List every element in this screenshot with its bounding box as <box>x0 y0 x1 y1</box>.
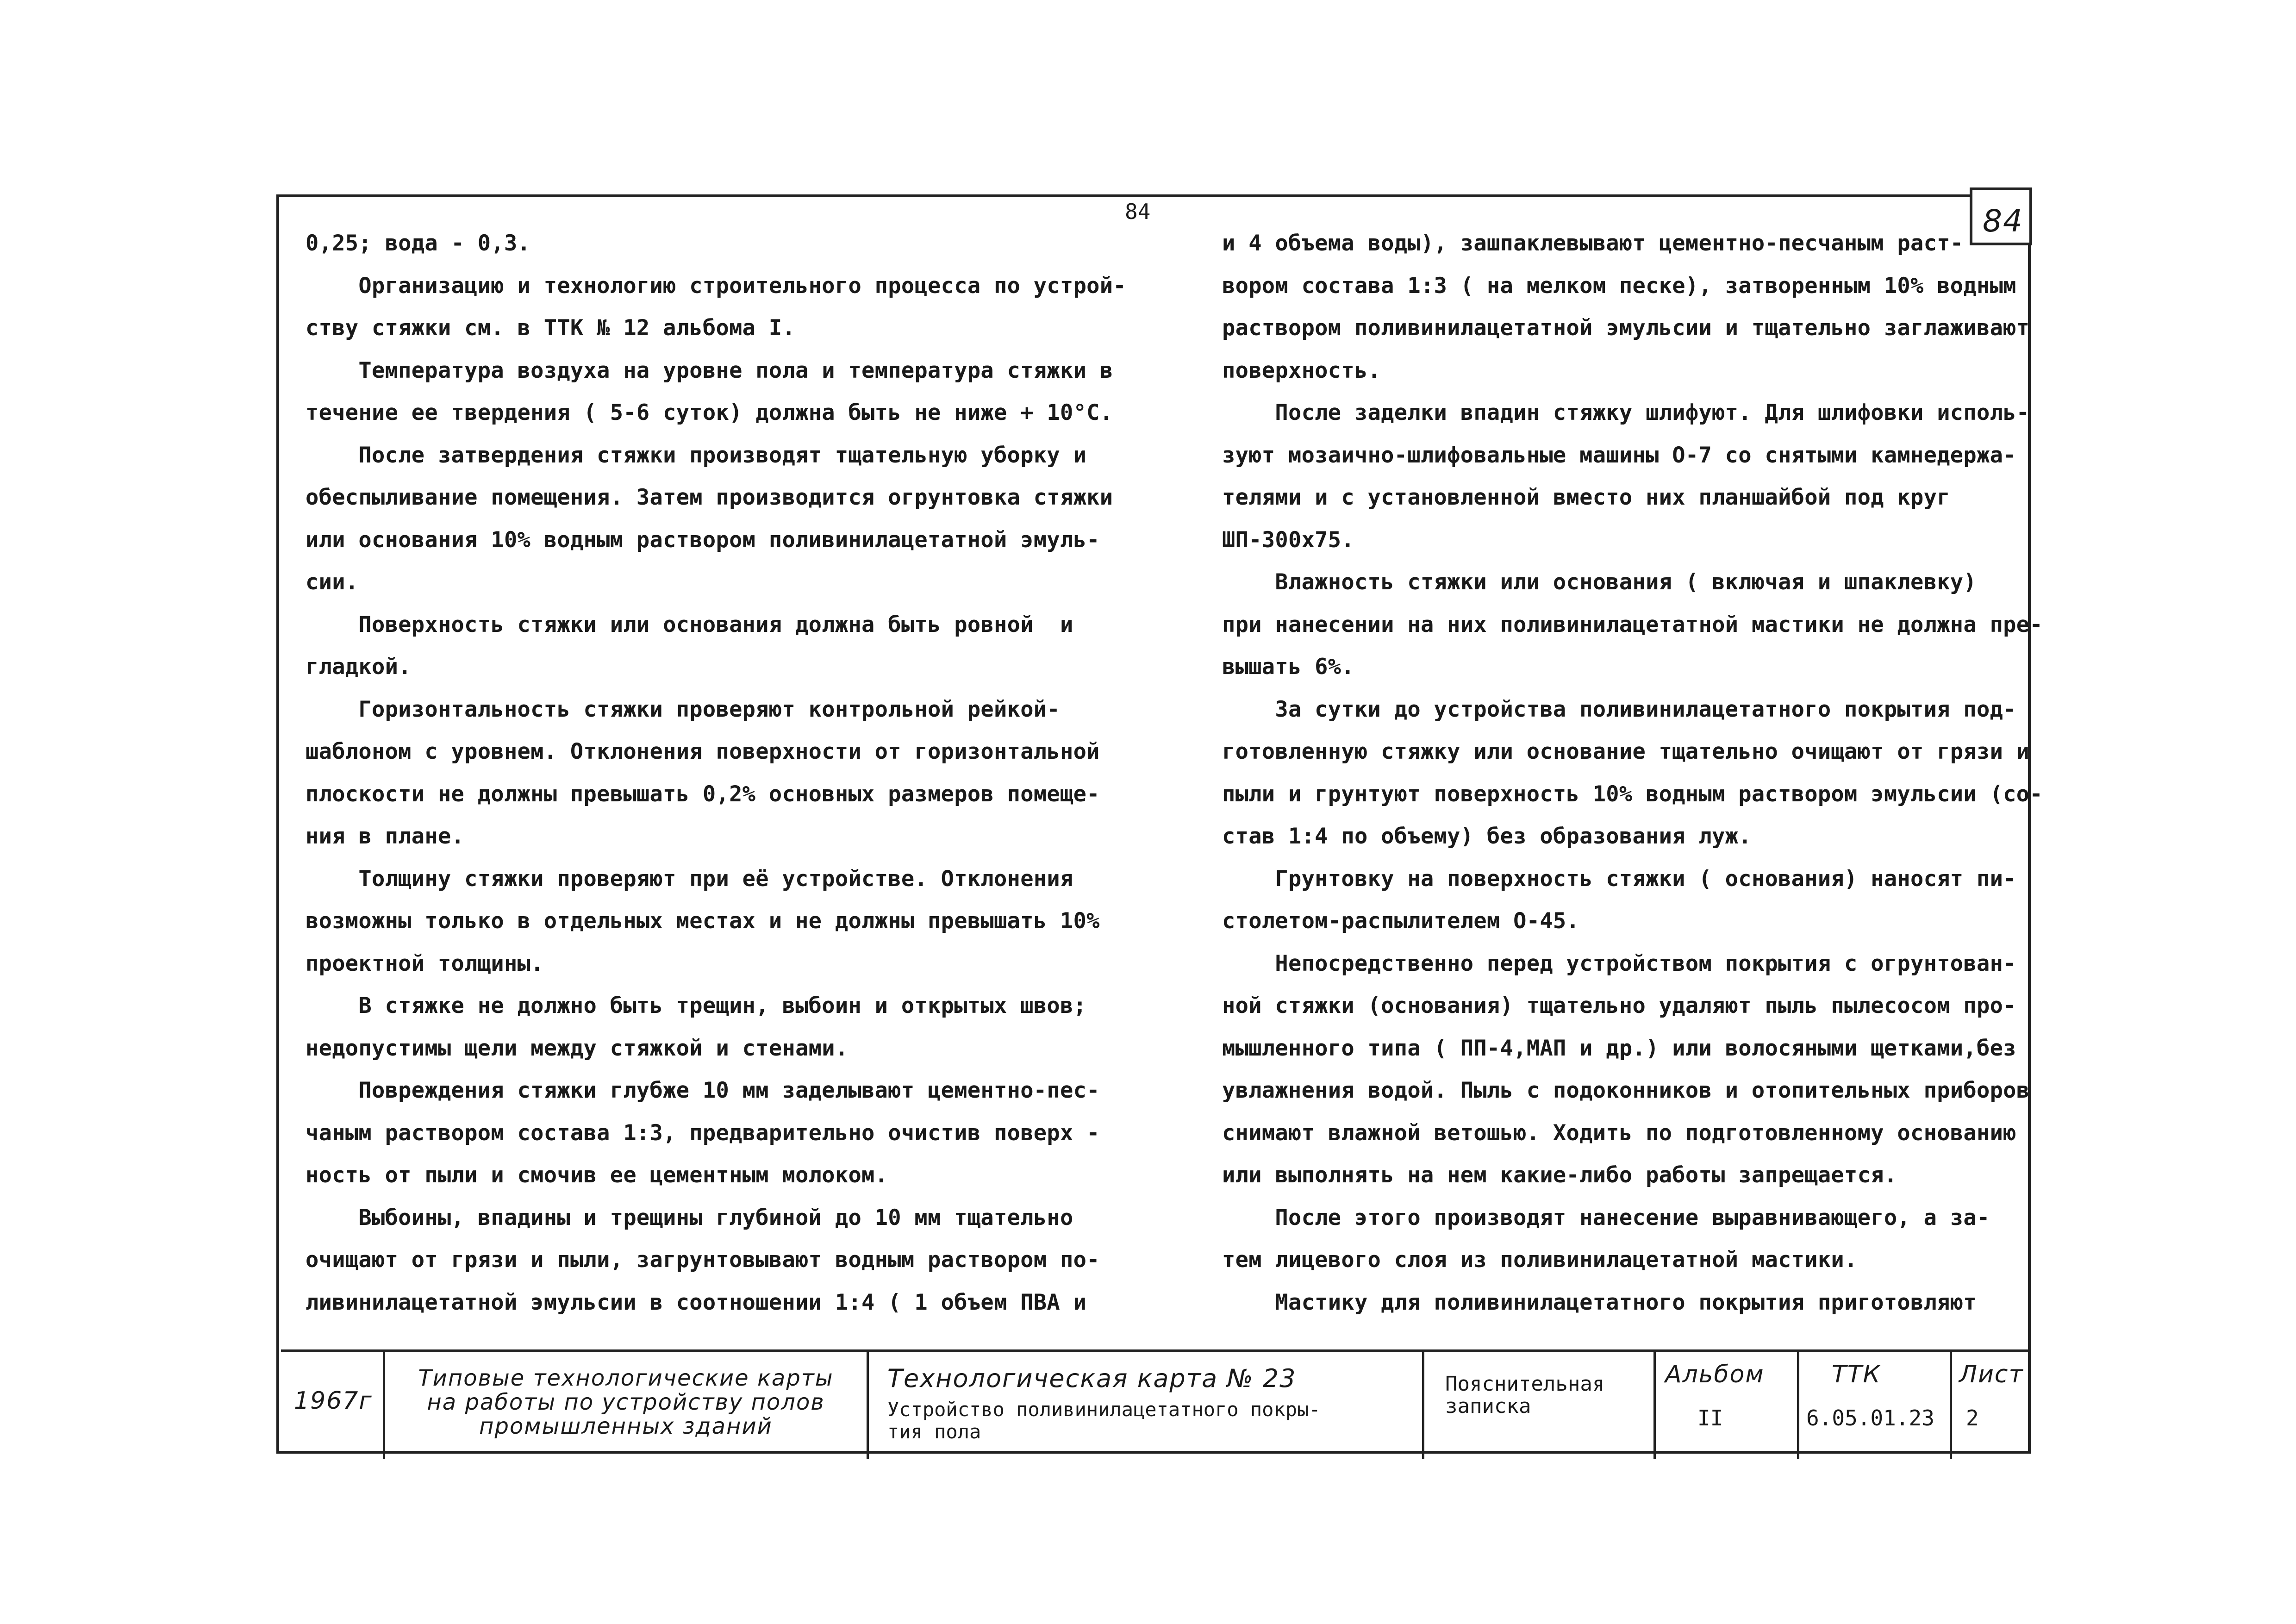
ttk-value: 6.05.01.23 <box>1806 1405 1934 1430</box>
text-line: пыли и грунтуют поверхность 10% водным раствором эмульсии (со- <box>1222 781 2043 807</box>
text-line: вором состава 1:3 ( на мелком песке), затворенным 10% водным <box>1222 273 2016 299</box>
text-line: После затвердения стяжки производят тщательную уборку и <box>306 442 1087 468</box>
text-line: зуют мозаично-шлифовальные машины О-7 со снятыми камнедержа- <box>1222 442 2016 468</box>
text-line: Толщину стяжки проверяют при её устройстве. Отклонения <box>306 866 1073 892</box>
title-block-card-cell <box>869 1352 1424 1459</box>
text-line: течение ее твердения ( 5-6 суток) должна быть не ниже + 10°С. <box>306 400 1113 425</box>
text-line: ность от пыли и смочив ее цементным молоком. <box>306 1162 888 1188</box>
sheet-number-box-value: 84 <box>1983 203 2023 239</box>
title-block-album-cell <box>1656 1352 1799 1459</box>
text-line: плоскости не должны превышать 0,2% основных размеров помеще- <box>306 781 1100 807</box>
text-line: готовленную стяжку или основание тщательно очищают от грязи и <box>1222 739 2030 764</box>
text-line: или выполнять на нем какие-либо работы запрещается. <box>1222 1162 1897 1188</box>
text-line: телями и с установленной вместо них планшайбой под круг <box>1222 485 1950 510</box>
text-line: Грунтовку на поверхность стяжки ( основания) наносят пи- <box>1222 866 2016 892</box>
album-value: II <box>1697 1405 1723 1430</box>
text-line: проектной толщины. <box>306 950 544 976</box>
text-line: мышленного типа ( ПП-4,МАП и др.) или волосяными щетками,без <box>1222 1035 2016 1061</box>
right-text-column <box>1222 222 2043 1324</box>
text-line: После этого производят нанесение выравнивающего, а за- <box>1222 1205 1990 1230</box>
text-line: После заделки впадин стяжку шлифуют. Для шлифовки исполь- <box>1222 400 2030 425</box>
text-line: Температура воздуха на уровне пола и температура стяжки в <box>306 357 1113 383</box>
sheet-label: Лист <box>1959 1361 2024 1388</box>
text-line: ной стяжки (основания) тщательно удаляют пыль пылесосом про- <box>1222 993 2016 1018</box>
text-line: став 1:4 по объему) без образования луж. <box>1222 824 1752 849</box>
title-block-sheet-cell <box>1952 1352 2031 1459</box>
text-line: вышать 6%. <box>1222 654 1354 680</box>
text-line: За сутки до устройства поливинилацетатного покрытия под- <box>1222 696 2016 722</box>
title-block-year-cell <box>281 1352 385 1459</box>
series-title: Типовые технологические карты на работы по устройству полов промышленных зданий <box>418 1365 834 1439</box>
ttk-label: ТТК <box>1832 1361 1881 1388</box>
text-line: Выбоины, впадины и трещины глубиной до 10 мм тщательно <box>306 1205 1073 1230</box>
text-line: Повреждения стяжки глубже 10 мм заделывают цементно-пес- <box>306 1078 1100 1103</box>
text-line: возможны только в отдельных местах и не должны превышать 10% <box>306 908 1100 934</box>
text-line: недопустимы щели между стяжкой и стенами. <box>306 1035 849 1061</box>
doc-type: Пояснительная записка <box>1445 1372 1605 1418</box>
text-line: ния в плане. <box>306 824 465 849</box>
text-line: сии. <box>306 569 359 595</box>
text-line: ству стяжки см. в ТТК № 12 альбома I. <box>306 315 796 341</box>
text-line: столетом-распылителем О-45. <box>1222 908 1580 934</box>
text-line: тем лицевого слоя из поливинилацетатной мастики. <box>1222 1247 1858 1273</box>
text-line: Мастику для поливинилацетатного покрытия приготовляют <box>1222 1289 1977 1315</box>
text-line: Организацию и технологию строительного процесса по устрой- <box>306 273 1126 299</box>
card-title: Технологическая карта № 23 <box>887 1364 1297 1393</box>
year-text: 1967г <box>294 1387 373 1415</box>
text-line: снимают влажной ветошью. Ходить по подготовленному основанию <box>1222 1120 2016 1146</box>
title-block-ttk-cell <box>1799 1352 1952 1459</box>
text-line: Поверхность стяжки или основания должна быть ровной и <box>306 612 1073 637</box>
text-line: ливинилацетатной эмульсии в соотношении 1:4 ( 1 объем ПВА и <box>306 1289 1087 1315</box>
text-line: обеспыливание помещения. Затем производится огрунтовка стяжки <box>306 485 1113 510</box>
left-text-column <box>306 222 1126 1324</box>
page-number: 84 <box>1125 199 1151 224</box>
text-line: при нанесении на них поливинилацетатной мастики не должна пре- <box>1222 612 2043 637</box>
text-line: Влажность стяжки или основания ( включая и шпаклевку) <box>1222 569 1977 595</box>
text-line: увлажнения водой. Пыль с подоконников и отопительных приборов <box>1222 1078 2030 1103</box>
text-line: ШП-300х75. <box>1222 527 1354 553</box>
text-line: раствором поливинилацетатной эмульсии и тщательно заглаживают <box>1222 315 2030 341</box>
sheet-value: 2 <box>1966 1405 1979 1430</box>
text-line: или основания 10% водным раствором поливинилацетатной эмуль- <box>306 527 1100 553</box>
text-line: и 4 объема воды), зашпаклевывают цементно-песчаным раст- <box>1222 231 1964 256</box>
card-subtitle: Устройство поливинилацетатного покры- тия пола <box>887 1398 1321 1443</box>
text-line: очищают от грязи и пыли, загрунтовывают водным раствором по- <box>306 1247 1100 1273</box>
text-line: Непосредственно перед устройством покрытия с огрунтован- <box>1222 950 2016 976</box>
title-block-doc-cell <box>1424 1352 1656 1459</box>
text-line: В стяжке не должно быть трещин, выбоин и открытых швов; <box>306 993 1087 1018</box>
title-block-series-cell <box>385 1352 869 1459</box>
text-line: гладкой. <box>306 654 412 680</box>
text-line: поверхность. <box>1222 357 1381 383</box>
text-line: 0,25; вода - 0,3. <box>306 231 531 256</box>
text-line: шаблоном с уровнем. Отклонения поверхности от горизонтальной <box>306 739 1100 764</box>
title-block <box>281 1349 2031 1456</box>
text-line: Горизонтальность стяжки проверяют контрольной рейкой- <box>306 696 1060 722</box>
text-line: чаным раствором состава 1:3, предварительно очистив поверх - <box>306 1120 1100 1146</box>
album-label: Альбом <box>1665 1361 1765 1388</box>
